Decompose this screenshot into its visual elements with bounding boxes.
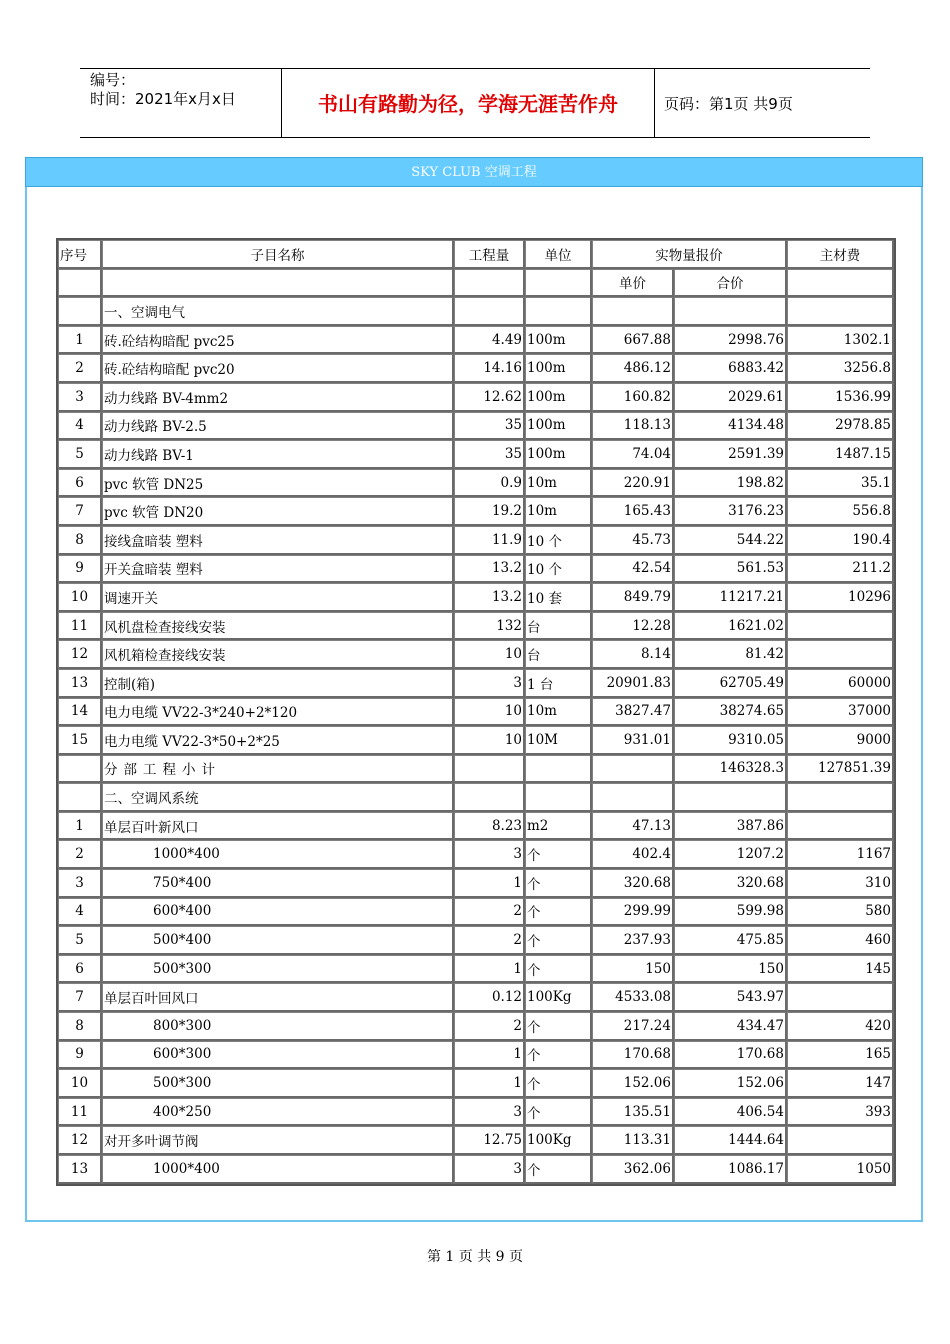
header-material: 主材费	[787, 240, 894, 269]
table-row	[58, 812, 894, 841]
table-row	[58, 497, 894, 526]
row-unit: 10m	[525, 698, 592, 727]
row-seq: 4	[58, 898, 102, 927]
row-unit: 10m	[525, 497, 592, 526]
row-unit-price: 217.24	[592, 1012, 674, 1041]
row-unit: 10m	[525, 469, 592, 498]
header-seq: 序号	[58, 240, 102, 269]
row-unit: m2	[525, 812, 592, 841]
header-unit-price: 单价	[592, 269, 674, 298]
row-name: 一、空调电气	[102, 297, 454, 326]
row-total: 4134.48	[674, 412, 787, 441]
row-seq: 6	[58, 469, 102, 498]
row-seq	[58, 755, 102, 784]
row-total	[674, 297, 787, 326]
row-name: pvc 软管 DN25	[102, 469, 454, 498]
row-name: 砖.砼结构暗配 pvc25	[102, 326, 454, 355]
row-seq	[58, 783, 102, 812]
row-material: 1536.99	[787, 383, 894, 412]
row-material: 165	[787, 1041, 894, 1070]
row-material	[787, 983, 894, 1012]
header-name: 子目名称	[102, 240, 454, 269]
row-material: 1050	[787, 1155, 894, 1184]
number-label: 编号：	[90, 71, 136, 89]
row-name: 500*400	[102, 926, 454, 955]
row-material: 393	[787, 1098, 894, 1127]
row-unit-price: 299.99	[592, 898, 674, 927]
table-row	[58, 640, 894, 669]
row-unit: 个	[525, 955, 592, 984]
row-unit: 10 个	[525, 555, 592, 584]
header-qty: 工程量	[454, 240, 525, 269]
table-row	[58, 955, 894, 984]
row-name: 800*300	[102, 1012, 454, 1041]
page-code: 页码：第1页 共9页	[664, 95, 793, 113]
row-seq: 15	[58, 726, 102, 755]
table-row	[58, 555, 894, 584]
row-material: 211.2	[787, 555, 894, 584]
row-total: 152.06	[674, 1069, 787, 1098]
row-unit: 10M	[525, 726, 592, 755]
row-qty: 0.9	[454, 469, 525, 498]
table-row	[58, 926, 894, 955]
row-qty: 0.12	[454, 983, 525, 1012]
row-name: 风机盘检查接线安装	[102, 612, 454, 641]
table-row	[58, 726, 894, 755]
row-unit-price: 402.4	[592, 840, 674, 869]
row-qty: 1	[454, 1041, 525, 1070]
row-material	[787, 812, 894, 841]
row-qty: 3	[454, 1155, 525, 1184]
row-qty	[454, 755, 525, 784]
row-qty	[454, 783, 525, 812]
header-quote: 实物量报价	[592, 240, 787, 269]
row-total: 81.42	[674, 640, 787, 669]
row-unit	[525, 297, 592, 326]
row-unit: 台	[525, 640, 592, 669]
table-row	[58, 326, 894, 355]
row-qty: 1	[454, 869, 525, 898]
row-name: 动力线路 BV-2.5	[102, 412, 454, 441]
row-unit: 台	[525, 612, 592, 641]
row-seq: 10	[58, 583, 102, 612]
quote-table	[56, 238, 896, 1186]
table-row	[58, 297, 894, 326]
row-material	[787, 783, 894, 812]
row-unit-price: 237.93	[592, 926, 674, 955]
row-qty: 12.75	[454, 1126, 525, 1155]
row-seq: 10	[58, 1069, 102, 1098]
row-total: 1086.17	[674, 1155, 787, 1184]
row-material: 10296	[787, 583, 894, 612]
row-qty: 12.62	[454, 383, 525, 412]
blank-cell	[787, 269, 894, 298]
row-seq	[58, 297, 102, 326]
row-total: 1207.2	[674, 840, 787, 869]
row-unit-price: 118.13	[592, 412, 674, 441]
row-material: 145	[787, 955, 894, 984]
row-unit-price: 849.79	[592, 583, 674, 612]
row-qty: 11.9	[454, 526, 525, 555]
sheet-title: SKY CLUB 空调工程	[25, 157, 923, 187]
row-material	[787, 1126, 894, 1155]
table-row	[58, 526, 894, 555]
row-unit	[525, 755, 592, 784]
row-unit: 1 台	[525, 669, 592, 698]
row-total: 561.53	[674, 555, 787, 584]
row-unit-price: 135.51	[592, 1098, 674, 1127]
motto: 书山有路勤为径，学海无涯苦作舟	[318, 92, 618, 116]
row-unit: 个	[525, 1069, 592, 1098]
row-seq: 5	[58, 440, 102, 469]
row-seq: 14	[58, 698, 102, 727]
row-unit-price: 152.06	[592, 1069, 674, 1098]
row-unit: 100m	[525, 412, 592, 441]
header-divider	[654, 69, 655, 137]
table-row	[58, 983, 894, 1012]
row-material: 1167	[787, 840, 894, 869]
row-unit: 100m	[525, 354, 592, 383]
row-qty: 1	[454, 1069, 525, 1098]
row-qty	[454, 297, 525, 326]
row-unit-price: 4533.08	[592, 983, 674, 1012]
table-row	[58, 612, 894, 641]
row-material: 580	[787, 898, 894, 927]
header-meta	[90, 71, 236, 109]
row-material: 147	[787, 1069, 894, 1098]
row-qty: 3	[454, 840, 525, 869]
table-header-row	[58, 240, 894, 269]
row-name: 调速开关	[102, 583, 454, 612]
row-name: 400*250	[102, 1098, 454, 1127]
row-material: 35.1	[787, 469, 894, 498]
blank-cell	[454, 269, 525, 298]
row-total: 599.98	[674, 898, 787, 927]
row-seq: 5	[58, 926, 102, 955]
row-name: 单层百叶回风口	[102, 983, 454, 1012]
row-seq: 12	[58, 640, 102, 669]
row-name: 砖.砼结构暗配 pvc20	[102, 354, 454, 383]
table-row	[58, 783, 894, 812]
row-name: 接线盒暗装 塑料	[102, 526, 454, 555]
row-unit: 个	[525, 1155, 592, 1184]
row-name: 电力电缆 VV22-3*240+2*120	[102, 698, 454, 727]
row-total: 2029.61	[674, 383, 787, 412]
row-unit: 个	[525, 1041, 592, 1070]
row-unit: 100m	[525, 440, 592, 469]
row-qty: 4.49	[454, 326, 525, 355]
row-unit-price: 486.12	[592, 354, 674, 383]
row-unit: 个	[525, 1098, 592, 1127]
row-material	[787, 612, 894, 641]
row-seq: 11	[58, 1098, 102, 1127]
row-seq: 2	[58, 840, 102, 869]
row-unit-price: 20901.83	[592, 669, 674, 698]
document-header	[80, 68, 870, 138]
row-total: 434.47	[674, 1012, 787, 1041]
row-seq: 8	[58, 1012, 102, 1041]
row-name: 600*400	[102, 898, 454, 927]
row-unit: 个	[525, 869, 592, 898]
row-material: 9000	[787, 726, 894, 755]
row-qty: 10	[454, 640, 525, 669]
row-unit-price: 74.04	[592, 440, 674, 469]
table-row	[58, 412, 894, 441]
row-unit	[525, 783, 592, 812]
row-unit: 10 套	[525, 583, 592, 612]
row-unit-price: 113.31	[592, 1126, 674, 1155]
row-seq: 3	[58, 869, 102, 898]
row-name: 1000*400	[102, 1155, 454, 1184]
row-unit-price: 3827.47	[592, 698, 674, 727]
row-material: 420	[787, 1012, 894, 1041]
table-subheader-row	[58, 269, 894, 298]
row-seq: 9	[58, 1041, 102, 1070]
row-qty: 13.2	[454, 583, 525, 612]
row-seq: 7	[58, 497, 102, 526]
row-seq: 13	[58, 669, 102, 698]
row-seq: 1	[58, 812, 102, 841]
table-row	[58, 1069, 894, 1098]
row-name: 开关盒暗装 塑料	[102, 555, 454, 584]
row-unit: 100m	[525, 326, 592, 355]
blank-cell	[102, 269, 454, 298]
row-name: 600*300	[102, 1041, 454, 1070]
row-total: 2998.76	[674, 326, 787, 355]
row-unit: 100Kg	[525, 983, 592, 1012]
row-unit-price: 220.91	[592, 469, 674, 498]
table-row	[58, 383, 894, 412]
row-name: 控制(箱)	[102, 669, 454, 698]
row-unit-price: 931.01	[592, 726, 674, 755]
row-total: 9310.05	[674, 726, 787, 755]
row-name: 二、空调风系统	[102, 783, 454, 812]
table-row	[58, 354, 894, 383]
row-unit: 100m	[525, 383, 592, 412]
row-name: 500*300	[102, 955, 454, 984]
table-row	[58, 1041, 894, 1070]
row-unit: 个	[525, 1012, 592, 1041]
row-material: 190.4	[787, 526, 894, 555]
row-unit-price: 170.68	[592, 1041, 674, 1070]
row-seq: 8	[58, 526, 102, 555]
row-name: 动力线路 BV-4mm2	[102, 383, 454, 412]
row-material: 60000	[787, 669, 894, 698]
row-seq: 12	[58, 1126, 102, 1155]
row-unit-price	[592, 755, 674, 784]
row-total: 11217.21	[674, 583, 787, 612]
row-unit-price	[592, 297, 674, 326]
row-unit: 个	[525, 840, 592, 869]
row-name: 500*300	[102, 1069, 454, 1098]
page-footer: 第 1 页 共 9 页	[426, 1249, 524, 1265]
row-unit: 个	[525, 898, 592, 927]
row-name: 电力电缆 VV22-3*50+2*25	[102, 726, 454, 755]
time-label: 时间：2021年x月x日	[90, 90, 236, 108]
header-unit: 单位	[525, 240, 592, 269]
table-row	[58, 698, 894, 727]
table-row	[58, 755, 894, 784]
row-qty: 3	[454, 1098, 525, 1127]
row-seq: 1	[58, 326, 102, 355]
row-name: 1000*400	[102, 840, 454, 869]
table-row	[58, 898, 894, 927]
row-unit-price: 667.88	[592, 326, 674, 355]
table-row	[58, 469, 894, 498]
row-unit-price: 12.28	[592, 612, 674, 641]
row-material	[787, 640, 894, 669]
row-total: 320.68	[674, 869, 787, 898]
row-qty: 10	[454, 726, 525, 755]
row-qty: 19.2	[454, 497, 525, 526]
row-total	[674, 783, 787, 812]
row-name: 风机箱检查接线安装	[102, 640, 454, 669]
row-unit-price: 160.82	[592, 383, 674, 412]
row-total: 2591.39	[674, 440, 787, 469]
row-total: 1444.64	[674, 1126, 787, 1155]
row-name: 分部工程小计	[102, 755, 454, 784]
row-name: 对开多叶调节阀	[102, 1126, 454, 1155]
row-qty: 2	[454, 898, 525, 927]
table-row	[58, 869, 894, 898]
row-total: 38274.65	[674, 698, 787, 727]
row-unit: 个	[525, 926, 592, 955]
row-total: 406.54	[674, 1098, 787, 1127]
row-material: 37000	[787, 698, 894, 727]
row-qty: 132	[454, 612, 525, 641]
row-qty: 3	[454, 669, 525, 698]
row-seq: 7	[58, 983, 102, 1012]
row-total: 6883.42	[674, 354, 787, 383]
row-total: 198.82	[674, 469, 787, 498]
row-material: 2978.85	[787, 412, 894, 441]
row-total: 3176.23	[674, 497, 787, 526]
row-unit-price: 320.68	[592, 869, 674, 898]
row-unit-price: 42.54	[592, 555, 674, 584]
table-row	[58, 1155, 894, 1184]
row-qty: 13.2	[454, 555, 525, 584]
table-row	[58, 1012, 894, 1041]
row-seq: 2	[58, 354, 102, 383]
row-material: 3256.8	[787, 354, 894, 383]
row-material	[787, 297, 894, 326]
row-qty: 35	[454, 412, 525, 441]
row-material: 127851.39	[787, 755, 894, 784]
table-row	[58, 1098, 894, 1127]
row-qty: 2	[454, 1012, 525, 1041]
row-unit-price: 8.14	[592, 640, 674, 669]
row-unit: 10 个	[525, 526, 592, 555]
row-seq: 3	[58, 383, 102, 412]
table-row	[58, 669, 894, 698]
row-qty: 14.16	[454, 354, 525, 383]
row-unit-price: 47.13	[592, 812, 674, 841]
row-qty: 35	[454, 440, 525, 469]
row-name: 动力线路 BV-1	[102, 440, 454, 469]
row-qty: 2	[454, 926, 525, 955]
row-unit-price	[592, 783, 674, 812]
row-qty: 1	[454, 955, 525, 984]
row-qty: 10	[454, 698, 525, 727]
row-total: 146328.3	[674, 755, 787, 784]
row-unit-price: 150	[592, 955, 674, 984]
row-seq: 9	[58, 555, 102, 584]
table-row	[58, 840, 894, 869]
row-name: pvc 软管 DN20	[102, 497, 454, 526]
row-total: 62705.49	[674, 669, 787, 698]
row-seq: 13	[58, 1155, 102, 1184]
row-total: 544.22	[674, 526, 787, 555]
row-total: 150	[674, 955, 787, 984]
row-seq: 6	[58, 955, 102, 984]
row-material: 1487.15	[787, 440, 894, 469]
table-row	[58, 440, 894, 469]
row-unit-price: 45.73	[592, 526, 674, 555]
row-qty: 8.23	[454, 812, 525, 841]
blank-cell	[525, 269, 592, 298]
row-material: 460	[787, 926, 894, 955]
blank-cell	[58, 269, 102, 298]
row-name: 单层百叶新风口	[102, 812, 454, 841]
row-name: 750*400	[102, 869, 454, 898]
table-row	[58, 583, 894, 612]
row-unit-price: 362.06	[592, 1155, 674, 1184]
row-total: 387.86	[674, 812, 787, 841]
row-material: 556.8	[787, 497, 894, 526]
row-total: 543.97	[674, 983, 787, 1012]
row-unit: 100Kg	[525, 1126, 592, 1155]
header-total: 合价	[674, 269, 787, 298]
row-total: 170.68	[674, 1041, 787, 1070]
row-seq: 4	[58, 412, 102, 441]
row-material: 310	[787, 869, 894, 898]
row-seq: 11	[58, 612, 102, 641]
row-material: 1302.1	[787, 326, 894, 355]
table-row	[58, 1126, 894, 1155]
row-unit-price: 165.43	[592, 497, 674, 526]
row-total: 475.85	[674, 926, 787, 955]
row-total: 1621.02	[674, 612, 787, 641]
